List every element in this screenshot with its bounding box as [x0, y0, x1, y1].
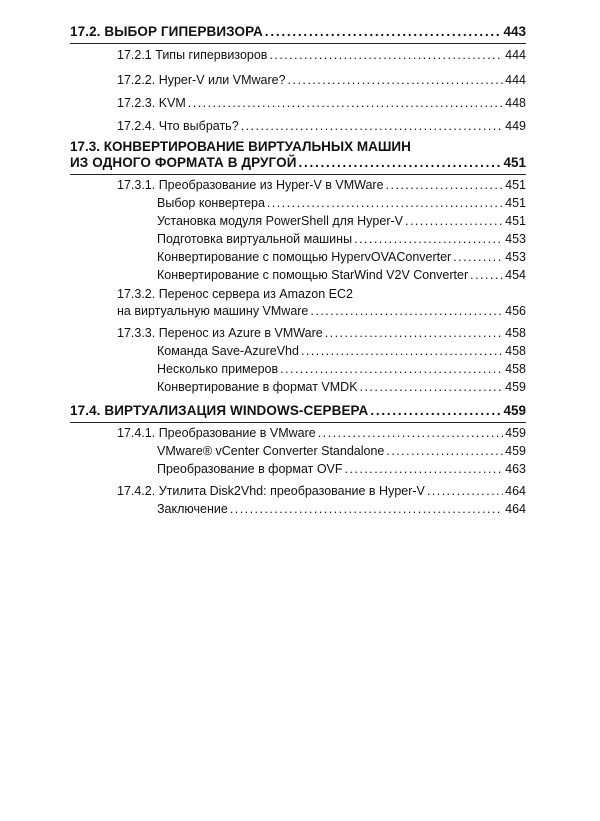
toc-entry-title: 17.3.3. Перенос из Azure в VMWare [117, 326, 323, 340]
dot-leader [370, 403, 501, 418]
toc-entry-title: Заключение [157, 502, 228, 516]
dot-leader [269, 48, 503, 62]
dot-leader [188, 96, 503, 110]
toc-entry-17-2[interactable] [70, 24, 526, 39]
toc-entry-17-4-1-b[interactable] [157, 462, 526, 476]
dot-leader [345, 462, 504, 476]
toc-entry-title: Преобразование в формат OVF [157, 462, 343, 476]
toc-entry-page: 451 [503, 155, 526, 170]
toc-entry-page: 459 [503, 403, 526, 418]
section-divider [70, 422, 526, 423]
toc-entry-page: 451 [505, 196, 526, 210]
dot-leader [241, 119, 503, 133]
toc-entry-17-3-3-b[interactable] [157, 362, 526, 376]
dot-leader [427, 484, 503, 498]
toc-entry-page: 459 [505, 444, 526, 458]
toc-entry-17-3-1[interactable] [117, 178, 526, 192]
toc-entry-title: ИЗ ОДНОГО ФОРМАТА В ДРУГОЙ [70, 155, 297, 170]
dot-leader [354, 232, 503, 246]
toc-entry-title: 17.2.4. Что выбрать? [117, 119, 239, 133]
toc-entry-title: 17.4.2. Утилита Disk2Vhd: преобразование в Hyper-V [117, 484, 425, 498]
toc-entry-page: 453 [505, 232, 526, 246]
toc-entry-17-2-2[interactable] [117, 73, 526, 87]
toc-entry-title: на виртуальную машину VMware [117, 304, 309, 318]
toc-entry-title: 17.2.1 Типы гипервизоров [117, 48, 268, 62]
toc-entry-17-4-1[interactable] [117, 426, 526, 440]
dot-leader [288, 73, 504, 87]
dot-leader [280, 362, 503, 376]
toc-entry-page: 459 [505, 380, 526, 394]
toc-entry-page: 456 [505, 304, 526, 318]
toc-entry-title: Выбор конвертера [157, 196, 265, 210]
dot-leader [299, 155, 502, 170]
toc-entry-page: 464 [505, 484, 526, 498]
toc-entry-page: 458 [505, 326, 526, 340]
toc-entry-page: 448 [505, 96, 526, 110]
dot-leader [318, 426, 503, 440]
toc-entry-page: 459 [505, 426, 526, 440]
dot-leader [325, 326, 503, 340]
dot-leader [470, 268, 503, 282]
toc-entry-page: 444 [505, 48, 526, 62]
toc-entry-17-3-3[interactable] [117, 326, 526, 340]
toc-entry-title: 17.2. ВЫБОР ГИПЕРВИЗОРА [70, 24, 263, 39]
toc-entry-17-3-1-e[interactable] [157, 268, 526, 282]
toc-entry-title: Конвертирование с помощью StarWind V2V Converter [157, 268, 469, 282]
toc-entry-title: 17.3.1. Преобразование из Hyper-V в VMWare [117, 178, 384, 192]
dot-leader [267, 196, 503, 210]
toc-entry-17-3[interactable] [70, 155, 526, 170]
toc-entry-page: 454 [505, 268, 526, 282]
toc-entry-17-4-2-a[interactable] [157, 502, 526, 516]
toc-entry-title: 17.4. ВИРТУАЛИЗАЦИЯ WINDOWS-СЕРВЕРА [70, 403, 369, 418]
toc-entry-page: 443 [503, 24, 526, 39]
toc-entry-17-4[interactable] [70, 403, 526, 418]
toc-entry-17-3-1-a[interactable] [157, 196, 526, 210]
section-divider [70, 174, 526, 175]
toc-entry-17-4-2[interactable] [117, 484, 526, 498]
dot-leader [265, 24, 502, 39]
toc-entry-title: 17.4.1. Преобразование в VMware [117, 426, 316, 440]
toc-entry-title: Конвертирование в формат VMDK [157, 380, 358, 394]
toc-entry-page: 458 [505, 362, 526, 376]
dot-leader [310, 304, 503, 318]
toc-entry-title: 17.2.3. KVM [117, 96, 186, 110]
toc-entry-page: 463 [505, 462, 526, 476]
dot-leader [386, 178, 504, 192]
toc-entry-title: 17.2.2. Hyper-V или VMware? [117, 73, 286, 87]
dot-leader [360, 380, 504, 394]
toc-entry-page: 453 [505, 250, 526, 264]
toc-entry-page: 464 [505, 502, 526, 516]
toc-entry-17-2-1[interactable] [117, 48, 526, 62]
toc-entry-page: 444 [505, 73, 526, 87]
toc-entry-page: 458 [505, 344, 526, 358]
toc-entry-17-3-2-title-line1[interactable]: 17.3.2. Перенос сервера из Amazon EC2 [117, 287, 353, 301]
toc-entry-17-3-3-c[interactable] [157, 380, 526, 394]
toc-entry-title: Несколько примеров [157, 362, 279, 376]
toc-entry-title: VMware® vCenter Converter Standalone [157, 444, 385, 458]
toc-entry-title: Установка модуля PowerShell для Hyper-V [157, 214, 404, 228]
toc-entry-17-3-1-b[interactable] [157, 214, 526, 228]
dot-leader [301, 344, 503, 358]
toc-entry-17-3-3-a[interactable] [157, 344, 526, 358]
dot-leader [405, 214, 503, 228]
toc-entry-17-3-2[interactable] [117, 304, 526, 318]
dot-leader [453, 250, 503, 264]
toc-entry-17-2-4[interactable] [117, 119, 526, 133]
toc-entry-17-3-1-c[interactable] [157, 232, 526, 246]
toc-entry-17-3-title-line1[interactable]: 17.3. КОНВЕРТИРОВАНИЕ ВИРТУАЛЬНЫХ МАШИН [70, 139, 411, 154]
toc-entry-title: Подготовка виртуальной машины [157, 232, 353, 246]
dot-leader [230, 502, 503, 516]
toc-entry-title: Команда Save-AzureVhd [157, 344, 299, 358]
toc-entry-title: Конвертирование с помощью HypervOVAConverter [157, 250, 452, 264]
toc-entry-17-3-1-d[interactable] [157, 250, 526, 264]
toc-entry-page: 451 [505, 214, 526, 228]
toc-entry-17-4-1-a[interactable] [157, 444, 526, 458]
toc-entry-page: 449 [505, 119, 526, 133]
toc-entry-page: 451 [505, 178, 526, 192]
toc-entry-17-2-3[interactable] [117, 96, 526, 110]
dot-leader [386, 444, 503, 458]
section-divider [70, 43, 526, 44]
